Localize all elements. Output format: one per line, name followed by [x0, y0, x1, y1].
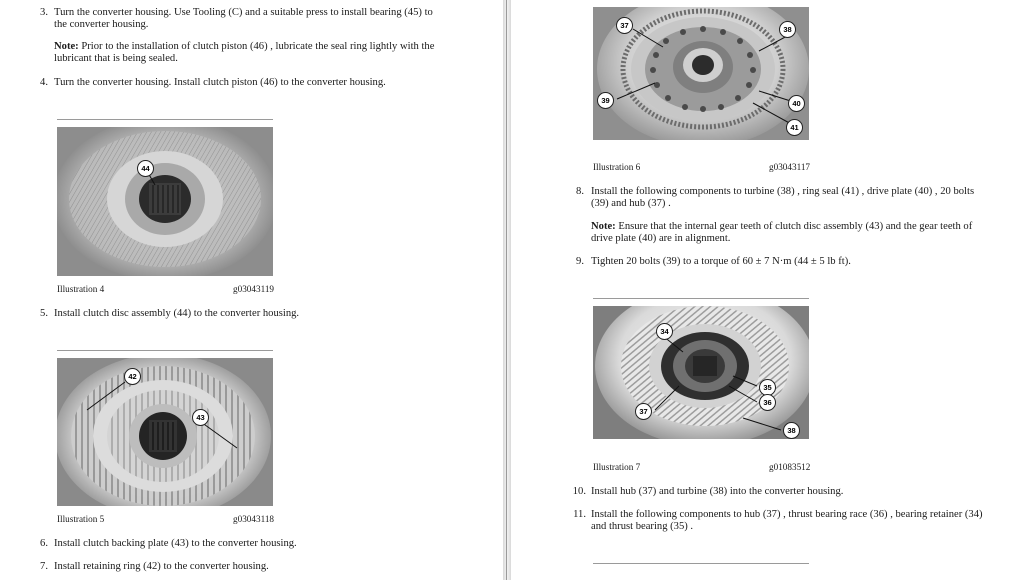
- callout-34: 34: [656, 323, 673, 340]
- callout-35: 35: [759, 379, 776, 396]
- note-2-label: Note:: [591, 221, 616, 232]
- illustration-7-caption: Illustration 7: [593, 462, 641, 472]
- note-1-line-1: [54, 41, 434, 54]
- illustration-7-code: g01083512: [769, 462, 811, 472]
- step-7-number: 7.: [40, 561, 48, 572]
- note-2-line-1: [591, 221, 972, 234]
- note-2-line-2: drive plate (40) are in alignment.: [591, 233, 731, 244]
- illustration-5-drawing: [57, 358, 273, 506]
- step-4-number: 4.: [40, 77, 48, 88]
- illustration-6-photo: [593, 7, 809, 140]
- step-6-number: 6.: [40, 538, 48, 549]
- note-1-text: Prior to the installation of clutch piston (46) , lubricate the seal ring lightly with the: [78, 41, 435, 52]
- step-3-line-2: the converter housing.: [54, 19, 149, 30]
- callout-36: 36: [759, 394, 776, 411]
- illustration-6-caption: Illustration 6: [593, 162, 641, 172]
- step-6-text: Install clutch backing plate (43) to the converter housing.: [54, 538, 297, 549]
- step-11-line-2: and thrust bearing (35) .: [591, 521, 694, 532]
- step-8-line-1: Install the following components to turbine (38) , ring seal (41) , drive plate (40) , 20 bolts: [591, 186, 975, 197]
- note-2-text: Ensure that the internal gear teeth of clutch disc assembly (43) and the gear teeth of: [615, 221, 973, 232]
- step-3-line-1: Turn the converter housing. Use Tooling (C) and a suitable press to install bearing (45) to: [54, 7, 433, 18]
- step-8-number: 8.: [576, 186, 584, 197]
- callout-41: 41: [786, 119, 803, 136]
- left-page: [0, 0, 503, 580]
- illustration-5-caption: Illustration 5: [57, 514, 105, 524]
- step-10-text: Install hub (37) and turbine (38) into the converter housing.: [591, 486, 844, 497]
- step-10-number: 10.: [572, 486, 586, 497]
- callout-38: 38: [779, 21, 796, 38]
- step-7-text: Install retaining ring (42) to the converter housing.: [54, 561, 269, 572]
- right-page: [511, 0, 1014, 580]
- illustration-4-drawing: [57, 127, 273, 276]
- step-11-number: 11.: [573, 509, 586, 520]
- step-5-text: Install clutch disc assembly (44) to the converter housing.: [54, 308, 300, 319]
- illustration-4-photo: [57, 127, 273, 276]
- step-11-line-1: Install the following components to hub (37) , thrust bearing race (36) , bearing retainer (34): [591, 509, 983, 520]
- step-9-number: 9.: [576, 256, 584, 267]
- step-8-line-2: (39) and hub (37) .: [591, 198, 671, 209]
- callout-44: 44: [137, 160, 154, 177]
- callout-37b: 37: [635, 403, 652, 420]
- note-1-label: Note:: [54, 41, 79, 52]
- page-divider: [506, 0, 507, 580]
- callout-37: 37: [616, 17, 633, 34]
- rule-above-illustration-7: [593, 298, 809, 299]
- callout-42: 42: [124, 368, 141, 385]
- callout-39: 39: [597, 92, 614, 109]
- note-1-line-2: lubricant that is being sealed.: [54, 53, 178, 64]
- illustration-4-code: g03043119: [233, 284, 275, 294]
- rule-above-illustration-4: [57, 119, 273, 120]
- illustration-6-code: g03043117: [769, 162, 811, 172]
- step-9-text: Tighten 20 bolts (39) to a torque of 60 ± 7 N·m (44 ± 5 lb ft).: [591, 256, 851, 267]
- page-gutter: [503, 0, 511, 580]
- step-4-text: Turn the converter housing. Install clutch piston (46) to the converter housing.: [54, 77, 386, 88]
- callout-43: 43: [192, 409, 209, 426]
- callout-40: 40: [788, 95, 805, 112]
- callout-38b: 38: [783, 422, 800, 439]
- illustration-7-drawing: [593, 306, 809, 439]
- step-5-number: 5.: [40, 308, 48, 319]
- illustration-5-code: g03043118: [233, 514, 275, 524]
- rule-bottom-right: [593, 563, 809, 564]
- step-3-number: 3.: [40, 7, 48, 18]
- illustration-7-photo: [593, 306, 809, 439]
- illustration-4-caption: Illustration 4: [57, 284, 105, 294]
- illustration-5-photo: [57, 358, 273, 506]
- rule-above-illustration-5: [57, 350, 273, 351]
